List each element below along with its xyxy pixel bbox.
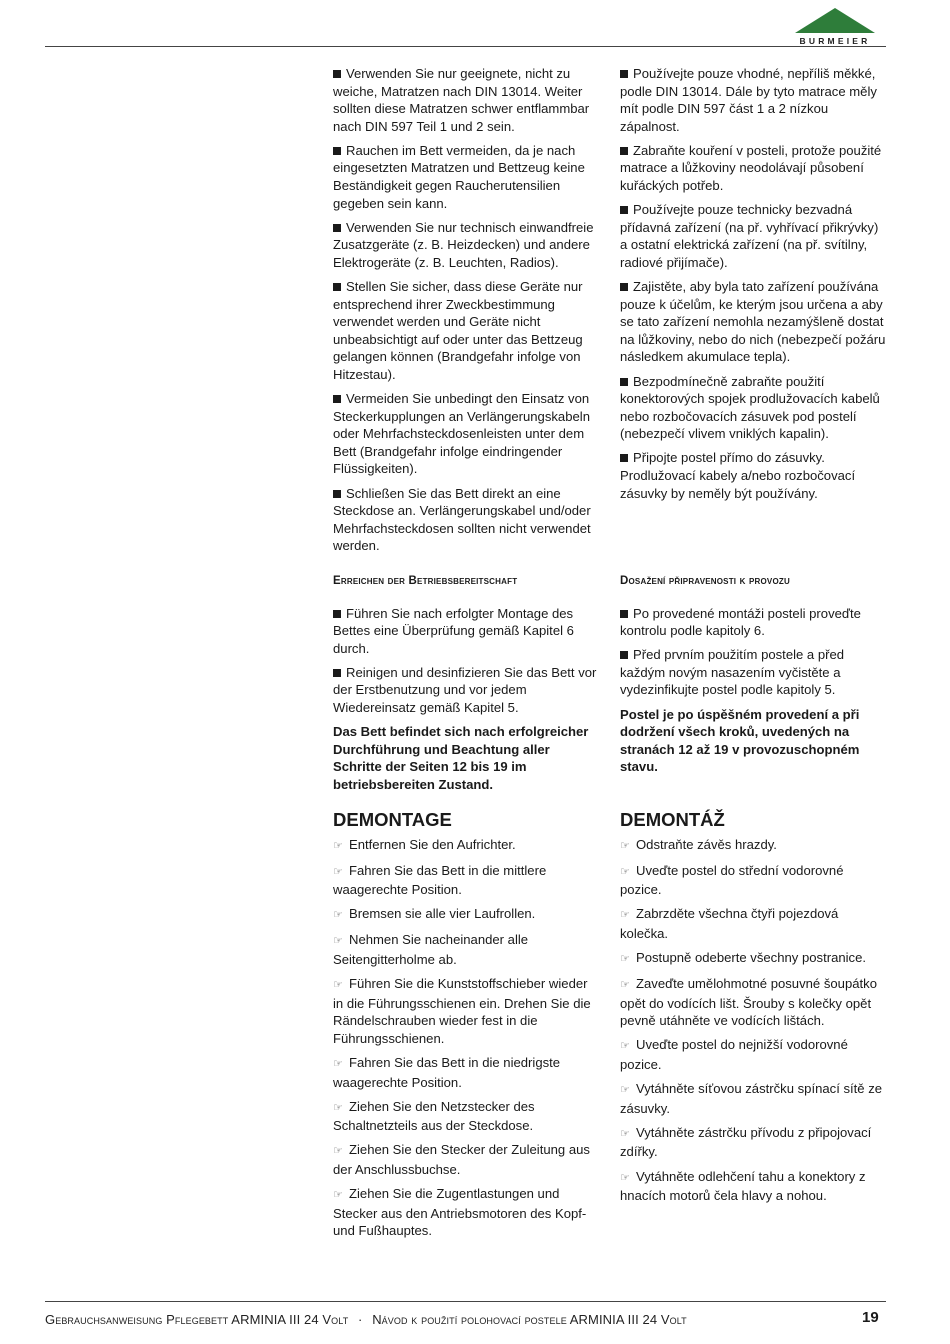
square-bullet-icon <box>620 610 628 618</box>
readiness-statement: Das Bett befindet sich nach erfolgreicher Durchführung und Beachtung aller Schritte der Seiten 12 bis 19 im betriebsbereiten Zustand. <box>333 724 589 792</box>
pointing-hand-icon: ☞ <box>620 839 630 852</box>
square-bullet-icon <box>620 378 628 386</box>
list-item: Vermeiden Sie unbedingt den Einsatz von Steckerkupplungen an Verlängerungskabeln oder Mehrfachsteckdosenleisten unter dem Bett (Brandgefahr infolge eindringender Flüssigkeiten). <box>333 391 590 477</box>
section-heading: DEMONTAGE <box>333 809 452 830</box>
footer-rule <box>45 1301 886 1302</box>
step-item: ☞ Odstraňte závěs hrazdy. <box>620 836 888 856</box>
pointing-hand-icon: ☞ <box>333 1189 343 1202</box>
pointing-hand-icon: ☞ <box>620 909 630 922</box>
list-item: Stellen Sie sicher, dass diese Geräte nur entsprechend ihrer Zweckbestimmung verwendet werden und Geräte nicht unbeabsichtigt auf oder unter das Bettzeug gelangen können (Brandgefahr infolge von Hitzestau). <box>333 279 583 382</box>
roof-logo-icon <box>793 6 877 34</box>
square-bullet-icon <box>620 147 628 155</box>
list-item: Führen Sie nach erfolgter Montage des Bettes eine Überprüfung gemäß Kapitel 6 durch. <box>333 605 574 656</box>
pointing-hand-icon: ☞ <box>333 839 343 852</box>
list-item: Používejte pouze vhodné, nepříliš měkké, podle DIN 13014. Dále by tyto matrace měly mít podle DIN 597 část 1 a 2 nízkou zápalnost. <box>620 66 877 134</box>
readiness-section-de <box>333 573 601 800</box>
pointing-hand-icon: ☞ <box>620 1171 630 1184</box>
section-heading: Erreichen der Betriebsbereitschaft <box>333 575 518 587</box>
step-item: ☞ Nehmen Sie nacheinander alle Seitengitterholme ab. <box>333 932 529 968</box>
pointing-hand-icon: ☞ <box>333 979 343 992</box>
list-item: Reinigen und desinfizieren Sie das Bett vor der Erstbenutzung und vor jedem Wiedereinsatz gemäß Kapitel 5. <box>333 664 597 716</box>
footer-separator: · <box>358 1312 363 1327</box>
step-item: ☞ Uveďte postel do střední vodorovné pozice. <box>620 862 844 898</box>
readiness-section-cz <box>620 573 888 782</box>
square-bullet-icon <box>620 651 628 659</box>
list-item: Zajistěte, aby byla tato zařízení používána pouze k účelům, ke kterým jsou určena a aby se tato zařízení nemohla nezamýšleně dostat na lůžkoviny, nebo do nich (nebezpečí požáru následkem akumulace tepla). <box>620 279 886 365</box>
list-item: Rauchen im Bett vermeiden, da je nach eingesetzten Matratzen und Bettzeug keine Beständigkeit gegen Raucherutensilien gegeben sein kann. <box>333 142 585 211</box>
readiness-statement: Postel je po úspěšném provedení a při dodržení všech kroků, uvedených na stranách 12 až 19 v provozuschopném stavu. <box>620 706 860 775</box>
list-item: Verwenden Sie nur technisch einwandfreie Zusatzgeräte (z. B. Heizdecken) und andere Elektrogeräte (z. B. Leuchten, Radios). <box>333 219 594 270</box>
step-item: ☞ Bremsen sie alle vier Laufrollen. <box>333 905 601 925</box>
square-bullet-icon <box>333 669 341 677</box>
step-item: ☞ Ziehen Sie den Netzstecker des Schaltnetzteils aus der Steckdose. <box>333 1098 535 1134</box>
square-bullet-icon <box>333 395 341 403</box>
square-bullet-icon <box>620 70 628 78</box>
list-item: Schließen Sie das Bett direkt an eine Steckdose an. Verlängerungskabel und/oder Mehrfachsteckdosen sollten nicht verwendet werden. <box>333 485 591 554</box>
step-item: ☞ Ziehen Sie den Stecker der Zuleitung aus der Anschlussbuchse. <box>333 1142 590 1177</box>
step-item: ☞ Führen Sie die Kunststoffschieber wieder in die Führungsschienen ein. Drehen Sie die Rändelschrauben wieder fest in die Führungsschienen. <box>333 976 591 1046</box>
list-item: Po provedené montáži posteli proveďte kontrolu podle kapitoly 6. <box>620 605 861 639</box>
pointing-hand-icon: ☞ <box>620 953 630 966</box>
footer-title-cz: Návod k použití polohovací postele ARMINIA III 24 Volt <box>372 1312 687 1327</box>
burmeier-logo <box>793 6 877 46</box>
disassembly-section-cz <box>620 811 888 1211</box>
square-bullet-icon <box>333 224 341 232</box>
square-bullet-icon <box>620 454 628 462</box>
list-item: Verwenden Sie nur geeignete, nicht zu weiche, Matratzen nach DIN 13014. Weiter sollten diese Matratzen schwer entflammbar nach DIN 597 Teil 1 und 2 sein. <box>333 66 590 134</box>
footer-title-de: Gebrauchsanweisung Pflegebett ARMINIA III 24 Volt <box>45 1312 349 1327</box>
disassembly-section-de <box>333 811 601 1246</box>
square-bullet-icon <box>333 283 341 291</box>
pointing-hand-icon: ☞ <box>333 935 343 948</box>
square-bullet-icon <box>620 206 628 214</box>
pointing-hand-icon: ☞ <box>333 1058 343 1071</box>
list-item: Zabraňte kouření v posteli, protože použité matrace a lůžkoviny neodolávají působení kuřáckých potřeb. <box>620 142 882 194</box>
list-item: Připojte postel přímo do zásuvky. Prodlužovací kabely a/nebo rozbočovací zásuvky by neměly být používány. <box>620 450 856 501</box>
step-item: ☞ Fahren Sie das Bett in die niedrigste waagerechte Position. <box>333 1055 561 1090</box>
list-item: Před prvním použitím postele a před každým novým nasazením vyčistěte a vydezinfikujte postel podle kapitoly 5. <box>620 647 845 698</box>
pointing-hand-icon: ☞ <box>620 865 630 878</box>
pointing-hand-icon: ☞ <box>620 1040 630 1053</box>
pointing-hand-icon: ☞ <box>333 1145 343 1158</box>
pointing-hand-icon: ☞ <box>620 1084 630 1097</box>
square-bullet-icon <box>333 147 341 155</box>
header-rule <box>45 46 886 47</box>
pointing-hand-icon: ☞ <box>333 909 343 922</box>
safety-list-cz <box>620 65 888 509</box>
section-heading: DEMONTÁŽ <box>620 809 725 830</box>
step-item: ☞ Zaveďte umělohmotné posuvné šoupátko opět do vodících lišt. Šrouby s kolečky opět pevně utáhněte ve vodících lištách. <box>620 976 877 1029</box>
square-bullet-icon <box>333 70 341 78</box>
list-item: Bezpodmínečně zabraňte použití konektorových spojek prodlužovacích kabelů nebo rozbočovacích zásuvek pod postelí (nebezpečí vlivem vniklých kapalin). <box>620 373 880 442</box>
step-item: ☞ Ziehen Sie die Zugentlastungen und Stecker aus den Antriebsmotoren des Kopf- und Fußhauptes. <box>333 1186 587 1239</box>
section-heading: Dosažení připravenosti k provozu <box>620 575 790 587</box>
footer-title <box>45 1312 687 1327</box>
pointing-hand-icon: ☞ <box>620 1127 630 1140</box>
brand-name: BURMEIER <box>799 36 871 46</box>
square-bullet-icon <box>333 610 341 618</box>
square-bullet-icon <box>620 283 628 291</box>
pointing-hand-icon: ☞ <box>620 979 630 992</box>
step-item: ☞ Zabrzděte všechna čtyři pojezdová kolečka. <box>620 906 839 941</box>
safety-list-de <box>333 65 601 561</box>
step-item: ☞ Vytáhněte síťovou zástrčku spínací sítě ze zásuvky. <box>620 1081 883 1116</box>
step-item: ☞ Vytáhněte zástrčku přívodu z připojovací zdířky. <box>620 1124 872 1160</box>
square-bullet-icon <box>333 490 341 498</box>
step-item: ☞ Fahren Sie das Bett in die mittlere waagerechte Position. <box>333 862 547 898</box>
pointing-hand-icon: ☞ <box>333 865 343 878</box>
step-item: ☞ Vytáhněte odlehčení tahu a konektory z hnacích motorů čela hlavy a nohou. <box>620 1168 866 1204</box>
page-number: 19 <box>862 1309 879 1326</box>
pointing-hand-icon: ☞ <box>333 1101 343 1114</box>
list-item: Používejte pouze technicky bezvadná přídavná zařízení (na př. vyhřívací přikrývky) a ostatní elektrická zařízení (na př. svítilny, radiové přijímače). <box>620 202 879 270</box>
step-item: ☞ Uveďte postel do nejnižší vodorovné pozice. <box>620 1037 848 1073</box>
step-item: ☞ Entfernen Sie den Aufrichter. <box>333 836 601 856</box>
step-item: ☞ Postupně odeberte všechny postranice. <box>620 949 888 969</box>
